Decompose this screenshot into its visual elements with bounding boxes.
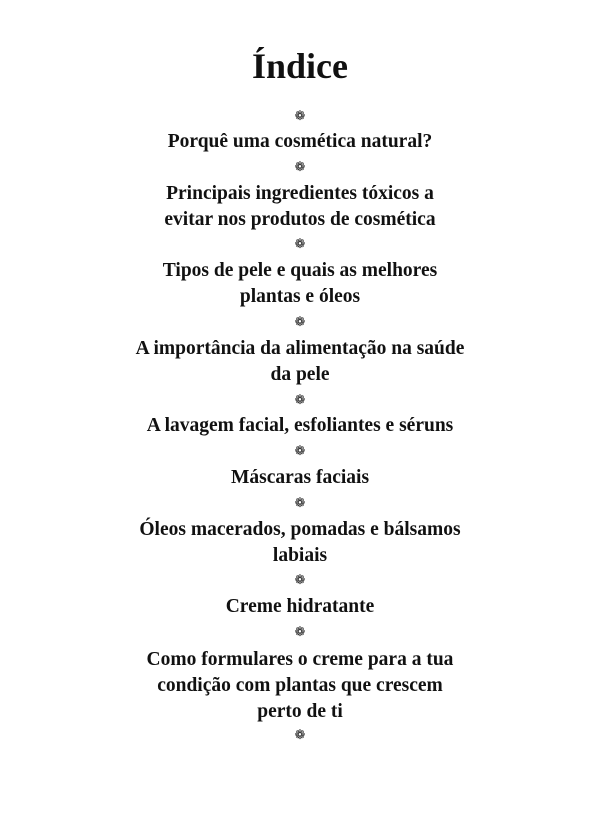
ornament-icon: ❁ — [294, 496, 306, 511]
toc-entry-line: labiais — [272, 545, 328, 566]
toc-entry-9 — [0, 647, 600, 725]
ornament-icon: ❁ — [294, 109, 306, 124]
ornament-icon: ❁ — [294, 237, 306, 252]
ornament-icon: ❁ — [294, 728, 306, 743]
toc-entry-2 — [0, 181, 600, 233]
toc-entry-line: A lavagem facial, esfoliantes e séruns — [146, 415, 454, 436]
toc-entry-line: da pele — [270, 364, 330, 385]
ornament-icon: ❁ — [294, 160, 306, 175]
page-title: Índice — [251, 46, 348, 86]
toc-entry-line: Máscaras faciais — [230, 467, 370, 488]
toc-entry-3 — [0, 258, 600, 310]
ornament-icon: ❁ — [294, 625, 306, 640]
toc-entry-line: condição com plantas que crescem — [157, 675, 443, 696]
toc-entry-1 — [0, 129, 600, 155]
toc-entry-line: perto de ti — [257, 701, 343, 722]
toc-entry-line: Principais ingredientes tóxicos a — [166, 183, 434, 204]
toc-entry-8 — [0, 594, 600, 620]
ornament-icon: ❁ — [294, 444, 306, 459]
toc-entry-line: A importância da alimentação na saúde — [135, 338, 465, 359]
toc-entry-line: Porquê uma cosmética natural? — [167, 131, 433, 152]
toc-entry-line: Creme hidratante — [225, 596, 375, 617]
toc-entry-line: evitar nos produtos de cosmética — [164, 209, 436, 230]
toc-entry-line: Óleos macerados, pomadas e bálsamos — [139, 519, 461, 540]
toc-entry-7 — [0, 517, 600, 569]
ornament-icon: ❁ — [294, 573, 306, 588]
toc-entry-line: plantas e óleos — [239, 286, 361, 307]
ornament-icon: ❁ — [294, 393, 306, 408]
toc-entry-line: Tipos de pele e quais as melhores — [162, 260, 438, 281]
toc-entry-4 — [0, 336, 600, 388]
toc-entry-5 — [0, 413, 600, 439]
toc-entry-6 — [0, 465, 600, 491]
ornament-icon: ❁ — [294, 315, 306, 330]
toc-entry-line: Como formulares o creme para a tua — [146, 649, 454, 670]
